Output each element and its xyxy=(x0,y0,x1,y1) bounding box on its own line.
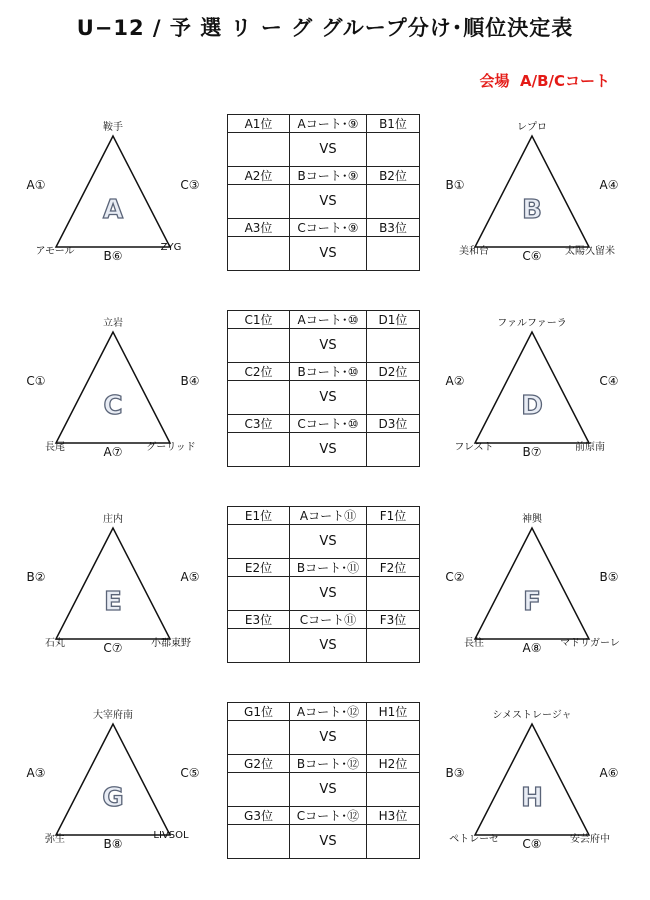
team-bottom-left: 美和台 xyxy=(459,246,489,257)
match-bottom: C⑦ xyxy=(103,641,123,655)
match-left-side: B② xyxy=(26,570,46,584)
vs-cell: VS xyxy=(290,433,367,467)
away-score-cell xyxy=(367,185,420,219)
match-score-row xyxy=(228,329,420,363)
match-header-row xyxy=(228,311,420,329)
away-score-cell xyxy=(367,721,420,755)
vs-cell: VS xyxy=(290,329,367,363)
home-rank: C3位 xyxy=(228,415,290,433)
match-right-side: C⑤ xyxy=(180,766,200,780)
match-bottom: B⑥ xyxy=(103,249,123,263)
away-score-cell xyxy=(367,577,420,611)
vs-cell: VS xyxy=(290,185,367,219)
match-header-row xyxy=(228,363,420,381)
team-bottom-left: 石丸 xyxy=(45,638,65,649)
team-bottom-right: ZYG xyxy=(160,242,182,253)
away-rank: B2位 xyxy=(367,167,420,185)
away-score-cell xyxy=(367,237,420,271)
match-header-row xyxy=(228,507,420,525)
court-slot: Cコート⑪ xyxy=(290,611,367,629)
match-bottom: B⑦ xyxy=(522,445,542,459)
away-score-cell xyxy=(367,525,420,559)
match-score-row xyxy=(228,577,420,611)
placement-match-table xyxy=(227,506,420,663)
match-bottom: B⑧ xyxy=(103,837,123,851)
court-slot: Aコート･⑫ xyxy=(290,703,367,721)
match-score-row xyxy=(228,629,420,663)
match-header-row xyxy=(228,755,420,773)
vs-cell: VS xyxy=(290,525,367,559)
group-letter: E xyxy=(104,587,122,617)
group-block xyxy=(0,504,650,704)
away-score-cell xyxy=(367,825,420,859)
match-bottom: C⑥ xyxy=(522,249,542,263)
match-left-side: C① xyxy=(26,374,46,388)
team-top: 神興 xyxy=(522,514,542,525)
court-slot: Bコート･⑪ xyxy=(290,559,367,577)
court-slot: Bコート･⑨ xyxy=(290,167,367,185)
court-slot: Aコート･⑩ xyxy=(290,311,367,329)
match-header-row xyxy=(228,807,420,825)
vs-cell: VS xyxy=(290,133,367,167)
match-header-row xyxy=(228,219,420,237)
match-bottom: C⑧ xyxy=(522,837,542,851)
venue-courts: A/B/Cコート xyxy=(519,72,610,90)
home-score-cell xyxy=(228,825,290,859)
triangle-outline xyxy=(56,332,170,443)
court-slot: Cコート･⑨ xyxy=(290,219,367,237)
away-score-cell xyxy=(367,133,420,167)
vs-cell: VS xyxy=(290,773,367,807)
match-score-row xyxy=(228,721,420,755)
vs-cell: VS xyxy=(290,237,367,271)
venue-label: 会場 xyxy=(479,72,510,90)
team-top: 大宰府南 xyxy=(93,710,133,721)
court-slot: Bコート･⑫ xyxy=(290,755,367,773)
away-rank: B1位 xyxy=(367,115,420,133)
home-score-cell xyxy=(228,329,290,363)
team-bottom-left: 弥生 xyxy=(45,834,65,845)
match-score-row xyxy=(228,237,420,271)
match-score-row xyxy=(228,433,420,467)
team-bottom-left: ペトレーセ xyxy=(449,834,499,845)
group-h-triangle xyxy=(472,722,592,837)
group-g-triangle xyxy=(53,722,173,837)
team-top: レプロ xyxy=(517,122,547,133)
away-score-cell xyxy=(367,381,420,415)
vs-cell: VS xyxy=(290,577,367,611)
team-bottom-right: 安芸府中 xyxy=(570,834,610,845)
away-rank: H2位 xyxy=(367,755,420,773)
court-slot: Aコート⑪ xyxy=(290,507,367,525)
court-slot: Bコート･⑩ xyxy=(290,363,367,381)
group-d-triangle xyxy=(472,330,592,445)
home-rank: E2位 xyxy=(228,559,290,577)
vs-cell: VS xyxy=(290,629,367,663)
vs-cell: VS xyxy=(290,721,367,755)
away-rank: D2位 xyxy=(367,363,420,381)
placement-match-table xyxy=(227,702,420,859)
home-rank: G2位 xyxy=(228,755,290,773)
away-rank: F3位 xyxy=(367,611,420,629)
triangle-outline xyxy=(475,724,589,835)
page-title: U−12 / 予 選 リ ー グ グループ分け･順位決定表 xyxy=(76,16,574,40)
home-score-cell xyxy=(228,433,290,467)
home-score-cell xyxy=(228,773,290,807)
match-left-side: B③ xyxy=(445,766,465,780)
match-bottom: A⑧ xyxy=(522,641,542,655)
away-rank: H1位 xyxy=(367,703,420,721)
match-left-side: B① xyxy=(445,178,465,192)
triangle-outline xyxy=(475,136,589,247)
team-bottom-right: LIVSOL xyxy=(153,830,189,841)
match-score-row xyxy=(228,825,420,859)
home-rank: G1位 xyxy=(228,703,290,721)
placement-match-table xyxy=(227,114,420,271)
team-top: 鞍手 xyxy=(103,122,123,133)
team-top: シメストレージャ xyxy=(492,710,572,721)
match-right-side: B⑤ xyxy=(599,570,619,584)
match-left-side: A② xyxy=(445,374,465,388)
away-rank: H3位 xyxy=(367,807,420,825)
match-right-side: B④ xyxy=(180,374,200,388)
team-top: 庄内 xyxy=(103,514,123,525)
match-right-side: C④ xyxy=(599,374,619,388)
group-letter: A xyxy=(102,195,124,225)
group-block xyxy=(0,700,650,900)
team-bottom-left: 長尾 xyxy=(45,442,65,453)
team-bottom-left: フレスト xyxy=(454,442,494,453)
away-score-cell xyxy=(367,773,420,807)
home-score-cell xyxy=(228,721,290,755)
group-e-triangle xyxy=(53,526,173,641)
court-slot: Aコート･⑨ xyxy=(290,115,367,133)
match-header-row xyxy=(228,115,420,133)
triangle-outline xyxy=(475,528,589,639)
home-rank: A3位 xyxy=(228,219,290,237)
team-top: 立岩 xyxy=(103,318,123,329)
group-b-triangle xyxy=(472,134,592,249)
group-letter: F xyxy=(523,587,541,617)
triangle-outline xyxy=(56,136,170,247)
away-rank: F1位 xyxy=(367,507,420,525)
home-rank: C2位 xyxy=(228,363,290,381)
vs-cell: VS xyxy=(290,381,367,415)
triangle-outline xyxy=(475,332,589,443)
match-left-side: C② xyxy=(445,570,465,584)
group-letter: B xyxy=(522,195,542,225)
home-rank: E1位 xyxy=(228,507,290,525)
home-score-cell xyxy=(228,525,290,559)
group-block xyxy=(0,112,650,312)
court-slot: Cコート･⑩ xyxy=(290,415,367,433)
home-score-cell xyxy=(228,577,290,611)
team-bottom-left: アモール xyxy=(35,246,75,257)
group-c-triangle xyxy=(53,330,173,445)
vs-cell: VS xyxy=(290,825,367,859)
away-rank: D1位 xyxy=(367,311,420,329)
team-bottom-right: マドリガーレ xyxy=(560,638,620,649)
team-top: ファルファーラ xyxy=(497,318,567,329)
match-header-row xyxy=(228,415,420,433)
home-rank: A1位 xyxy=(228,115,290,133)
placement-match-table xyxy=(227,310,420,467)
away-rank: B3位 xyxy=(367,219,420,237)
away-rank: D3位 xyxy=(367,415,420,433)
match-score-row xyxy=(228,773,420,807)
match-score-row xyxy=(228,381,420,415)
team-bottom-right: 小郡東野 xyxy=(151,638,191,649)
home-score-cell xyxy=(228,185,290,219)
match-left-side: A① xyxy=(26,178,46,192)
home-score-cell xyxy=(228,381,290,415)
group-letter: C xyxy=(103,391,123,421)
home-rank: G3位 xyxy=(228,807,290,825)
match-right-side: A④ xyxy=(599,178,619,192)
match-right-side: A⑥ xyxy=(599,766,619,780)
match-left-side: A③ xyxy=(26,766,46,780)
group-letter: D xyxy=(521,391,543,421)
group-a-triangle xyxy=(53,134,173,249)
match-right-side: A⑤ xyxy=(180,570,200,584)
away-score-cell xyxy=(367,329,420,363)
match-right-side: C③ xyxy=(180,178,200,192)
match-header-row xyxy=(228,559,420,577)
match-score-row xyxy=(228,133,420,167)
home-rank: A2位 xyxy=(228,167,290,185)
away-score-cell xyxy=(367,433,420,467)
away-score-cell xyxy=(367,629,420,663)
match-header-row xyxy=(228,611,420,629)
home-score-cell xyxy=(228,629,290,663)
home-score-cell xyxy=(228,133,290,167)
team-bottom-right: 前原南 xyxy=(575,442,605,453)
group-letter: G xyxy=(102,783,124,813)
match-bottom: A⑦ xyxy=(103,445,123,459)
home-score-cell xyxy=(228,237,290,271)
home-rank: E3位 xyxy=(228,611,290,629)
group-block xyxy=(0,308,650,508)
group-f-triangle xyxy=(472,526,592,641)
away-rank: F2位 xyxy=(367,559,420,577)
triangle-outline xyxy=(56,724,170,835)
team-bottom-right: 太陽久留米 xyxy=(565,246,615,257)
team-bottom-right: グーリッド xyxy=(146,442,196,453)
triangle-outline xyxy=(56,528,170,639)
match-score-row xyxy=(228,525,420,559)
match-score-row xyxy=(228,185,420,219)
match-header-row xyxy=(228,703,420,721)
court-slot: Cコート･⑫ xyxy=(290,807,367,825)
team-bottom-left: 長住 xyxy=(464,638,484,649)
group-letter: H xyxy=(521,783,543,813)
match-header-row xyxy=(228,167,420,185)
venue-line xyxy=(480,70,610,91)
home-rank: C1位 xyxy=(228,311,290,329)
